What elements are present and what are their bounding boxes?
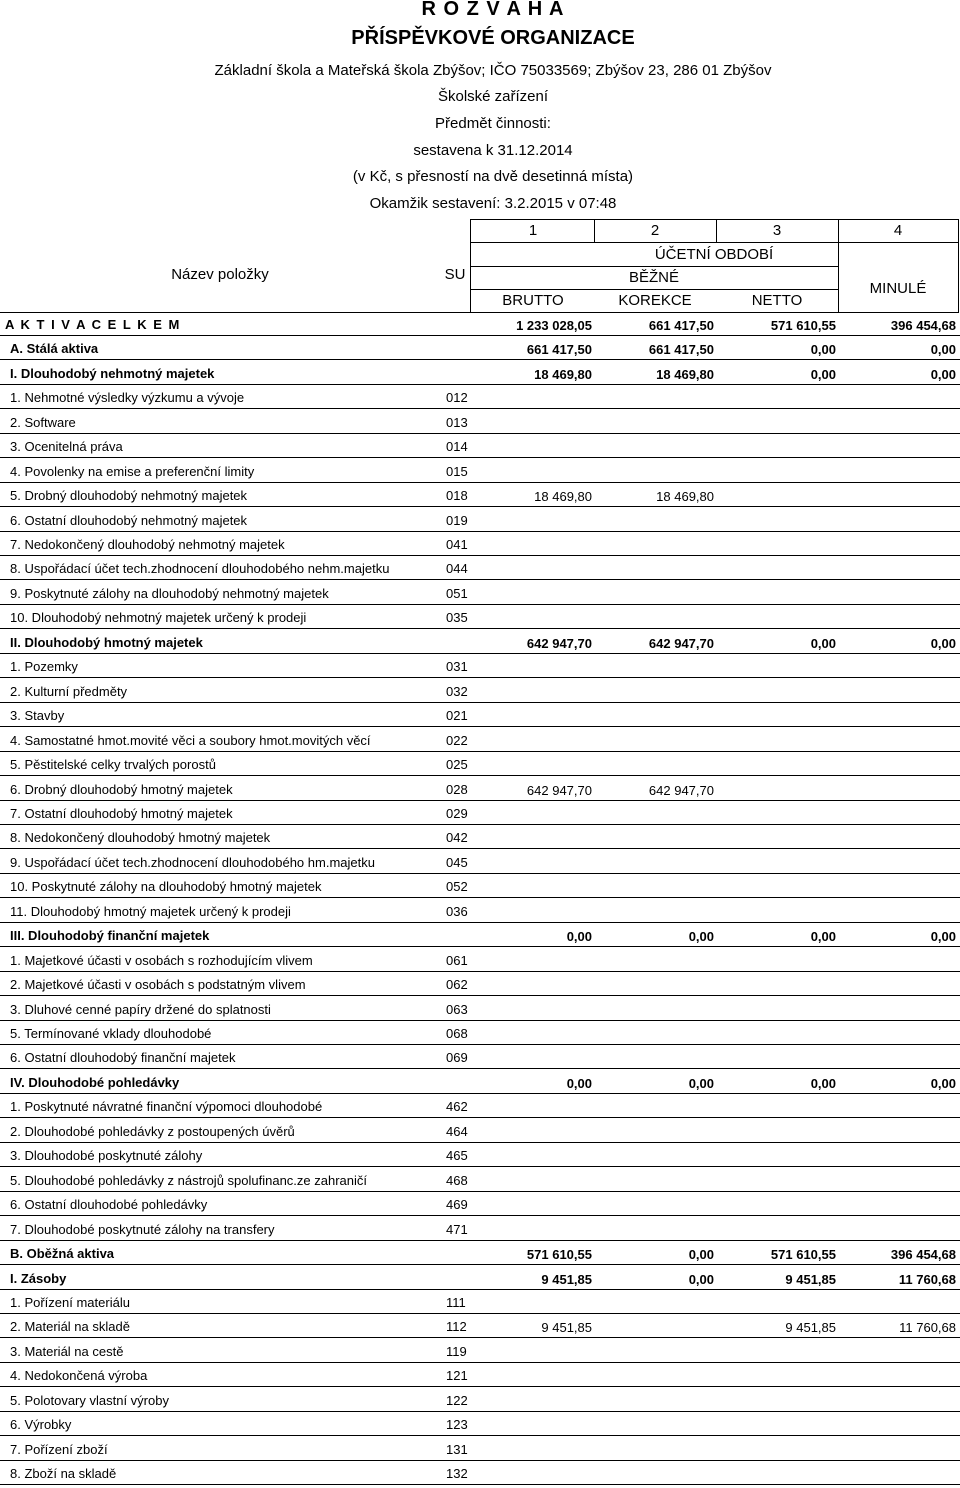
row-su: 063: [446, 1001, 468, 1017]
row-minule-value: 11 760,68: [899, 1320, 956, 1336]
row-name: 3. Stavby: [10, 708, 65, 724]
brutto-label: BRUTTO: [502, 292, 564, 309]
row-minule-value: 0,00: [930, 929, 956, 945]
row-su: 131: [446, 1441, 468, 1457]
row-brutto-value: 9 451,85: [541, 1320, 592, 1336]
row-name: I. Dlouhodobý nehmotný majetek: [10, 365, 215, 381]
activity-line: Předmět činnosti:: [435, 115, 551, 132]
row-name: 1. Nehmotné výsledky výzkumu a vývoje: [10, 390, 245, 406]
table-row: [0, 825, 960, 849]
row-name: 3. Ocenitelná práva: [10, 439, 123, 455]
column-number-4: 4: [893, 222, 903, 239]
table-row: [0, 483, 960, 507]
table-row: [0, 801, 960, 825]
table-row: [0, 458, 960, 482]
row-name: 7. Nedokončený dlouhodobý nehmotný majetek: [10, 537, 285, 553]
row-name: 5. Pěstitelské celky trvalých porostů: [10, 757, 216, 773]
row-name: A K T I V A C E L K E M: [5, 317, 181, 332]
row-su: 465: [446, 1148, 468, 1164]
row-brutto-value: 661 417,50: [526, 342, 592, 358]
row-name: A. Stálá aktiva: [10, 341, 99, 357]
row-su: 464: [446, 1123, 468, 1139]
previous-period-label: MINULÉ: [869, 280, 927, 297]
row-name: III. Dlouhodobý finanční majetek: [10, 928, 210, 944]
table-row: [0, 409, 960, 433]
row-su: 068: [446, 1026, 468, 1042]
column-name-label: Název položky: [171, 266, 269, 283]
row-su: 028: [446, 781, 468, 797]
row-name: 6. Ostatní dlouhodobý finanční majetek: [10, 1050, 236, 1066]
row-name: 7. Pořízení zboží: [10, 1441, 108, 1457]
row-netto-value: 0,00: [810, 342, 836, 358]
row-su: 019: [446, 512, 468, 528]
row-korekce-value: 0,00: [688, 1271, 714, 1287]
table-row: [0, 1216, 960, 1240]
table-row: [0, 507, 960, 531]
table-row: [0, 849, 960, 873]
report-subtitle: PŘÍSPĚVKOVÉ ORGANIZACE: [351, 27, 635, 49]
row-netto-value: 9 451,85: [785, 1271, 836, 1287]
table-row: [0, 1118, 960, 1142]
organization-line: Základní škola a Mateřská škola Zbýšov; IČO 75033569; Zbýšov 23, 286 01 Zbýšov: [214, 62, 772, 79]
table-row: [0, 1143, 960, 1167]
row-name: 10. Poskytnuté zálohy na dlouhodobý hmotný majetek: [10, 879, 322, 895]
facility-line: Školské zařízení: [437, 88, 549, 105]
row-su: 471: [446, 1221, 468, 1237]
row-netto-value: 0,00: [810, 366, 836, 382]
row-su: 029: [446, 805, 468, 821]
row-minule-value: 0,00: [930, 635, 956, 651]
row-name: 5. Termínované vklady dlouhodobé: [10, 1026, 212, 1042]
row-name: 5. Drobný dlouhodobý nehmotný majetek: [10, 488, 248, 504]
row-name: 4. Samostatné hmot.movité věci a soubory hmot.movitých věcí: [10, 732, 371, 748]
row-netto-value: 0,00: [810, 929, 836, 945]
table-row: [0, 556, 960, 580]
row-name: 2. Majetkové účasti v osobách s podstatným vlivem: [10, 977, 306, 993]
row-name: 5. Dlouhodobé pohledávky z nástrojů spolufinanc.ze zahraničí: [10, 1172, 368, 1188]
row-su: 042: [446, 830, 468, 846]
row-su: 013: [446, 414, 468, 430]
row-su: 121: [446, 1368, 468, 1384]
row-name: 1. Majetkové účasti v osobách s rozhodujícím vlivem: [10, 952, 313, 968]
table-row: [0, 336, 960, 360]
row-name: 2. Dlouhodobé pohledávky z postoupených úvěrů: [10, 1123, 295, 1139]
row-name: 1. Poskytnuté návratné finanční výpomoci dlouhodobé: [10, 1099, 323, 1115]
row-su: 052: [446, 879, 468, 895]
table-row: [0, 703, 960, 727]
row-name: 3. Dluhové cenné papíry držené do splatnosti: [10, 1001, 271, 1017]
column-number-3: 3: [772, 222, 782, 239]
row-korekce-value: 0,00: [688, 1075, 714, 1091]
row-name: 6. Ostatní dlouhodobé pohledávky: [10, 1197, 208, 1213]
row-su: 022: [446, 732, 468, 748]
row-su: 012: [446, 390, 468, 406]
row-su: 132: [446, 1466, 468, 1482]
row-su: 036: [446, 903, 468, 919]
row-su: 051: [446, 585, 468, 601]
row-name: 4. Nedokončená výroba: [10, 1368, 148, 1384]
row-netto-value: 0,00: [810, 1075, 836, 1091]
compiled-date: sestavena k 31.12.2014: [413, 142, 573, 159]
row-name: 3. Dlouhodobé poskytnuté zálohy: [10, 1148, 203, 1164]
table-row: [0, 1387, 960, 1411]
row-name: B. Oběžná aktiva: [10, 1246, 115, 1262]
row-su: 031: [446, 659, 468, 675]
row-netto-value: 571 610,55: [770, 318, 836, 333]
row-minule-value: 0,00: [930, 342, 956, 358]
row-name: 8. Uspořádací účet tech.zhodnocení dlouhodobého nehm.majetku: [10, 561, 390, 577]
row-su: 123: [446, 1417, 468, 1433]
table-row: [0, 996, 960, 1020]
row-name: 7. Ostatní dlouhodobý hmotný majetek: [10, 805, 233, 821]
row-korekce-value: 642 947,70: [648, 635, 714, 651]
row-name: 6. Výrobky: [10, 1417, 72, 1433]
row-su: 032: [446, 683, 468, 699]
row-su: 018: [446, 488, 468, 504]
row-su: 045: [446, 854, 468, 870]
table-row: [0, 972, 960, 996]
row-name: 6. Drobný dlouhodobý hmotný majetek: [10, 781, 233, 797]
row-minule-value: 0,00: [930, 366, 956, 382]
table-row: [0, 1192, 960, 1216]
row-netto-value: 571 610,55: [770, 1247, 836, 1263]
row-brutto-value: 18 469,80: [534, 489, 592, 505]
row-korekce-value: 642 947,70: [648, 782, 714, 798]
table-row: [0, 1338, 960, 1362]
table-row: [0, 1021, 960, 1045]
row-name: 2. Materiál na skladě: [10, 1319, 130, 1335]
row-name: I. Zásoby: [10, 1270, 67, 1286]
column-number-2: 2: [650, 222, 660, 239]
row-korekce-value: 18 469,80: [656, 366, 714, 382]
row-su: 462: [446, 1099, 468, 1115]
row-name: 9. Uspořádací účet tech.zhodnocení dlouhodobého hm.majetku: [10, 854, 375, 870]
row-su: 062: [446, 977, 468, 993]
table-row: [0, 1412, 960, 1436]
table-row: [0, 1070, 960, 1094]
table-row: [0, 654, 960, 678]
table-row: [0, 1436, 960, 1460]
row-name: 8. Nedokončený dlouhodobý hmotný majetek: [10, 830, 271, 846]
row-name: 10. Dlouhodobý nehmotný majetek určený k prodeji: [10, 610, 307, 626]
column-su-label: SU: [444, 266, 466, 283]
table-row: [0, 1265, 960, 1289]
row-korekce-value: 661 417,50: [648, 318, 714, 333]
row-minule-value: 396 454,68: [890, 318, 956, 333]
table-row: [0, 360, 960, 384]
row-brutto-value: 0,00: [566, 929, 592, 945]
row-su: 041: [446, 537, 468, 553]
table-row: [0, 1314, 960, 1338]
table-row: [0, 1241, 960, 1265]
table-row: [0, 898, 960, 922]
table-row: [0, 776, 960, 800]
row-brutto-value: 642 947,70: [526, 782, 592, 798]
row-korekce-value: 661 417,50: [648, 342, 714, 358]
row-netto-value: 9 451,85: [785, 1320, 836, 1336]
row-minule-value: 396 454,68: [890, 1247, 956, 1263]
table-row: [0, 1045, 960, 1069]
row-su: 025: [446, 757, 468, 773]
row-minule-value: 11 760,68: [898, 1271, 956, 1287]
table-row: [0, 1363, 960, 1387]
row-su: 035: [446, 610, 468, 626]
row-su: 111: [446, 1294, 466, 1310]
row-su: 044: [446, 561, 468, 577]
row-brutto-value: 9 451,85: [541, 1271, 592, 1287]
accounting-period-label: ÚČETNÍ OBDOBÍ: [654, 246, 774, 263]
units-note: (v Kč, s přesností na dvě desetinná místa): [352, 168, 634, 185]
row-minule-value: 0,00: [930, 1075, 956, 1091]
compilation-moment: Okamžik sestavení: 3.2.2015 v 07:48: [369, 195, 617, 212]
row-name: 11. Dlouhodobý hmotný majetek určený k prodeji: [10, 903, 291, 919]
table-row: [0, 629, 960, 653]
table-row: [0, 1167, 960, 1191]
row-name: 2. Software: [10, 414, 76, 430]
korekce-label: KOREKCE: [618, 292, 692, 309]
report-title: R O Z V A H A: [421, 0, 565, 20]
row-name: 3. Materiál na cestě: [10, 1343, 124, 1359]
row-su: 015: [446, 463, 468, 479]
table-row: [0, 1094, 960, 1118]
row-brutto-value: 642 947,70: [526, 635, 592, 651]
row-su: 468: [446, 1172, 468, 1188]
row-name: 8. Zboží na skladě: [10, 1466, 117, 1482]
row-su: 119: [446, 1343, 467, 1359]
table-row: [0, 434, 960, 458]
row-name: 5. Polotovary vlastní výroby: [10, 1392, 169, 1408]
table-row: [0, 532, 960, 556]
row-name: 6. Ostatní dlouhodobý nehmotný majetek: [10, 512, 248, 528]
table-row: [0, 947, 960, 971]
row-name: 7. Dlouhodobé poskytnuté zálohy na transfery: [10, 1221, 275, 1237]
row-brutto-value: 571 610,55: [526, 1247, 592, 1263]
row-korekce-value: 0,00: [688, 929, 714, 945]
row-su: 061: [446, 952, 468, 968]
row-su: 014: [446, 439, 468, 455]
table-row: [0, 874, 960, 898]
row-brutto-value: 18 469,80: [534, 366, 592, 382]
row-name: 2. Kulturní předměty: [10, 683, 128, 699]
table-row: [0, 605, 960, 629]
netto-label: NETTO: [751, 292, 803, 309]
table-row: [0, 385, 960, 409]
table-row: [0, 727, 960, 751]
row-name: 4. Povolenky na emise a preferenční limity: [10, 463, 255, 479]
row-korekce-value: 0,00: [688, 1247, 714, 1263]
row-name: IV. Dlouhodobé pohledávky: [10, 1074, 180, 1090]
column-number-1: 1: [528, 222, 538, 239]
table-row: [0, 581, 960, 605]
row-name: 9. Poskytnuté zálohy na dlouhodobý nehmotný majetek: [10, 585, 329, 601]
row-su: 021: [446, 708, 468, 724]
current-period-label: BĚŽNÉ: [628, 269, 679, 286]
row-brutto-value: 0,00: [566, 1075, 592, 1091]
row-netto-value: 0,00: [810, 635, 836, 651]
table-row: [0, 1461, 960, 1485]
row-name: 1. Pozemky: [10, 659, 78, 675]
row-brutto-value: 1 233 028,05: [516, 318, 592, 333]
row-su: 069: [446, 1050, 468, 1066]
row-name: II. Dlouhodobý hmotný majetek: [10, 634, 203, 650]
table-row: [0, 752, 960, 776]
row-name: 1. Pořízení materiálu: [10, 1294, 130, 1310]
table-row: [0, 678, 960, 702]
table-row: [0, 312, 960, 336]
table-row: [0, 1290, 960, 1314]
table-row: [0, 923, 960, 947]
row-su: 122: [446, 1392, 468, 1408]
row-su: 112: [446, 1319, 467, 1335]
row-su: 469: [446, 1197, 468, 1213]
row-korekce-value: 18 469,80: [656, 489, 714, 505]
